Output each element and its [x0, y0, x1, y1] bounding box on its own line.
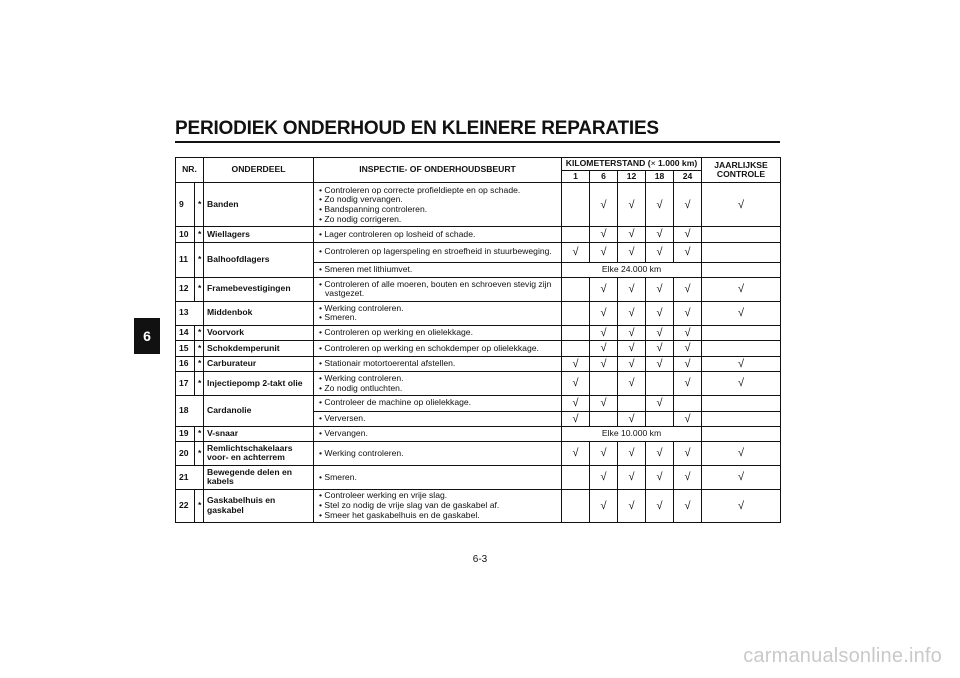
row-number: 17: [176, 372, 195, 396]
task-line: • Zo nodig vervangen.: [319, 194, 403, 205]
dealer-mark: *: [195, 227, 204, 242]
km-check-1: √: [562, 411, 590, 426]
maintenance-table-body: [176, 183, 781, 523]
km-check-18: √: [646, 227, 674, 242]
dealer-mark: *: [195, 341, 204, 356]
part-name: Remlichtschakelaars voor- en achterrem: [204, 441, 314, 465]
table-row: [176, 356, 781, 371]
dealer-mark: *: [195, 277, 204, 301]
km-check-1: [562, 325, 590, 340]
km-check-6: √: [590, 396, 618, 411]
table-row: [176, 341, 781, 356]
km-check-6: √: [590, 183, 618, 227]
yearly-check: [702, 396, 781, 411]
km-check-24: √: [674, 356, 702, 371]
yearly-check: √: [702, 489, 781, 522]
inspection-tasks: [314, 242, 562, 262]
interval-note: Elke 10.000 km: [562, 426, 702, 441]
km-check-6: √: [590, 301, 618, 325]
inspection-tasks: [314, 341, 562, 356]
maintenance-table: [175, 157, 781, 523]
table-row: [176, 277, 781, 301]
dealer-mark: *: [195, 242, 204, 277]
task-line: • Stationair motortoerental afstellen.: [319, 358, 456, 369]
table-row: [176, 301, 781, 325]
header-km-unit: 1.000 km): [655, 158, 698, 168]
yearly-check: [702, 242, 781, 262]
yearly-check: √: [702, 301, 781, 325]
task-line: • Smeren.: [319, 312, 357, 323]
task-line: • Controleren op correcte profieldiepte en op schade.: [319, 184, 521, 195]
row-number: 13: [176, 301, 195, 325]
inspection-tasks: [314, 489, 562, 522]
header-km-18: 18: [646, 170, 674, 183]
part-name: Voorvork: [204, 325, 314, 340]
km-check-12: √: [618, 489, 646, 522]
task-line: • Lager controleren op losheid of schade.: [319, 228, 476, 239]
km-check-18: √: [646, 183, 674, 227]
km-check-6: √: [590, 277, 618, 301]
km-check-18: √: [646, 356, 674, 371]
task-line: • Smeer het gaskabelhuis en de gaskabel.: [319, 509, 480, 520]
task-line: • Verversen.: [319, 412, 366, 423]
km-check-18: √: [646, 441, 674, 465]
header-km-1: 1: [562, 170, 590, 183]
task-line: • Controleer werking en vrije slag.: [319, 490, 448, 501]
dealer-mark: *: [195, 325, 204, 340]
km-check-24: √: [674, 341, 702, 356]
yearly-check: √: [702, 183, 781, 227]
part-name: Wiellagers: [204, 227, 314, 242]
table-row: [176, 325, 781, 340]
km-check-1: [562, 341, 590, 356]
km-check-24: [674, 396, 702, 411]
page-title: PERIODIEK ONDERHOUD EN KLEINERE REPARATIES: [175, 118, 659, 139]
header-km: [562, 158, 702, 171]
km-check-1: [562, 227, 590, 242]
km-check-24: √: [674, 183, 702, 227]
task-line: • Controleer de machine op olielekkage.: [319, 397, 472, 408]
inspection-tasks: [314, 183, 562, 227]
task-line: • Werking controleren.: [319, 302, 404, 313]
inspection-tasks: [314, 301, 562, 325]
table-row: [176, 465, 781, 489]
km-check-6: √: [590, 441, 618, 465]
inspection-tasks: [314, 262, 562, 277]
row-number: 11: [176, 242, 195, 277]
part-name: V-snaar: [204, 426, 314, 441]
yearly-check: √: [702, 356, 781, 371]
part-name: Balhoofdlagers: [204, 242, 314, 277]
inspection-tasks: [314, 356, 562, 371]
dealer-mark: *: [195, 183, 204, 227]
interval-note: Elke 24.000 km: [562, 262, 702, 277]
km-check-6: √: [590, 242, 618, 262]
table-row: [176, 242, 781, 262]
km-check-18: [646, 411, 674, 426]
table-row: [176, 489, 781, 522]
task-line: • Zo nodig ontluchten.: [319, 382, 403, 393]
km-check-24: √: [674, 301, 702, 325]
km-check-12: √: [618, 441, 646, 465]
km-check-12: √: [618, 242, 646, 262]
header-yearly-line1: JAARLIJKSE: [714, 160, 768, 171]
row-number: 18: [176, 396, 195, 427]
row-number: 9: [176, 183, 195, 227]
header-yearly: [702, 158, 781, 183]
yearly-check: [702, 411, 781, 426]
km-check-24: √: [674, 441, 702, 465]
dealer-mark: [195, 396, 204, 427]
row-number: 15: [176, 341, 195, 356]
page-number: 6-3: [472, 554, 488, 565]
task-line: • Stel zo nodig de vrije slag van de gaskabel af.: [319, 500, 500, 511]
dealer-mark: [195, 465, 204, 489]
km-check-12: √: [618, 183, 646, 227]
yearly-check: √: [702, 277, 781, 301]
table-row: [176, 372, 781, 396]
km-check-1: [562, 301, 590, 325]
km-check-12: √: [618, 411, 646, 426]
task-line: • Smeren met lithiumvet.: [319, 263, 413, 274]
km-check-1: √: [562, 441, 590, 465]
header-inspection: INSPECTIE- OF ONDERHOUDSBEURT: [314, 158, 562, 183]
row-number: 10: [176, 227, 195, 242]
km-check-6: √: [590, 465, 618, 489]
table-row: [176, 441, 781, 465]
km-check-6: [590, 372, 618, 396]
km-check-12: √: [618, 465, 646, 489]
km-check-1: √: [562, 396, 590, 411]
part-name: Injectiepomp 2-takt olie: [204, 372, 314, 396]
row-number: 19: [176, 426, 195, 441]
task-line: • Controleren op lagerspeling en stroefheid in stuurbeweging.: [319, 246, 552, 257]
yearly-check: [702, 325, 781, 340]
km-check-6: [590, 411, 618, 426]
task-line: • Controleren of alle moeren, bouten en schroeven stevig zijn vastgezet.: [319, 278, 552, 299]
header-km-12: 12: [618, 170, 646, 183]
km-check-24: √: [674, 242, 702, 262]
km-check-18: √: [646, 277, 674, 301]
km-check-18: √: [646, 341, 674, 356]
km-check-12: √: [618, 301, 646, 325]
km-check-1: [562, 465, 590, 489]
inspection-tasks: [314, 325, 562, 340]
row-number: 20: [176, 441, 195, 465]
km-check-18: [646, 372, 674, 396]
dealer-mark: *: [195, 489, 204, 522]
row-number: 12: [176, 277, 195, 301]
header-yearly-line2: CONTROLE: [716, 169, 766, 180]
km-check-6: √: [590, 341, 618, 356]
header-nr: NR.: [176, 158, 204, 183]
chapter-tab: 6: [134, 318, 160, 354]
task-line: • Bandspanning controleren.: [319, 203, 428, 214]
yearly-check: [702, 341, 781, 356]
km-check-18: √: [646, 465, 674, 489]
km-check-18: √: [646, 301, 674, 325]
km-check-12: √: [618, 372, 646, 396]
yearly-check: √: [702, 441, 781, 465]
inspection-tasks: [314, 465, 562, 489]
table-row: [176, 183, 781, 227]
header-row: [176, 158, 781, 171]
km-check-1: [562, 489, 590, 522]
km-check-12: √: [618, 277, 646, 301]
inspection-tasks: [314, 426, 562, 441]
km-check-1: √: [562, 372, 590, 396]
km-check-18: √: [646, 325, 674, 340]
part-name: Banden: [204, 183, 314, 227]
header-km-title: KILOMETERSTAND (: [565, 158, 651, 168]
km-check-1: √: [562, 356, 590, 371]
task-line: • Werking controleren.: [319, 447, 404, 458]
km-check-12: √: [618, 325, 646, 340]
table-row: [176, 426, 781, 441]
table-row: [176, 227, 781, 242]
km-check-12: √: [618, 341, 646, 356]
times-sign: ×: [650, 158, 656, 168]
km-check-24: √: [674, 489, 702, 522]
inspection-tasks: [314, 372, 562, 396]
task-line: • Controleren op werking en schokdemper op olielekkage.: [319, 342, 539, 353]
km-check-24: √: [674, 372, 702, 396]
header-km-6: 6: [590, 170, 618, 183]
row-number: 22: [176, 489, 195, 522]
km-check-12: √: [618, 227, 646, 242]
dealer-mark: *: [195, 356, 204, 371]
yearly-check: [702, 262, 781, 277]
row-number: 21: [176, 465, 195, 489]
km-check-24: √: [674, 325, 702, 340]
part-name: Gaskabelhuis en gaskabel: [204, 489, 314, 522]
km-check-18: √: [646, 396, 674, 411]
inspection-tasks: [314, 227, 562, 242]
part-name: Carburateur: [204, 356, 314, 371]
inspection-tasks: [314, 277, 562, 301]
inspection-tasks: [314, 396, 562, 411]
row-number: 16: [176, 356, 195, 371]
task-line: • Werking controleren.: [319, 372, 404, 383]
task-line: • Smeren.: [319, 471, 357, 482]
km-check-6: √: [590, 489, 618, 522]
km-check-1: √: [562, 242, 590, 262]
km-check-1: [562, 277, 590, 301]
yearly-check: √: [702, 372, 781, 396]
dealer-mark: [195, 301, 204, 325]
task-line: • Controleren op werking en olielekkage.: [319, 327, 473, 338]
header-part: ONDERDEEL: [204, 158, 314, 183]
part-name: Bewegende delen en kabels: [204, 465, 314, 489]
task-line: • Zo nodig corrigeren.: [319, 213, 402, 224]
part-name: Middenbok: [204, 301, 314, 325]
yearly-check: [702, 426, 781, 441]
yearly-check: √: [702, 465, 781, 489]
header-km-24: 24: [674, 170, 702, 183]
km-check-6: √: [590, 325, 618, 340]
dealer-mark: *: [195, 372, 204, 396]
km-check-24: √: [674, 411, 702, 426]
part-name: Schokdemperunit: [204, 341, 314, 356]
row-number: 14: [176, 325, 195, 340]
inspection-tasks: [314, 441, 562, 465]
yearly-check: [702, 227, 781, 242]
part-name: Framebevestigingen: [204, 277, 314, 301]
dealer-mark: *: [195, 441, 204, 465]
part-name: Cardanolie: [204, 396, 314, 427]
table-row: [176, 396, 781, 411]
watermark: carmanualsonline.info: [743, 645, 942, 667]
km-check-24: √: [674, 227, 702, 242]
km-check-6: √: [590, 227, 618, 242]
dealer-mark: *: [195, 426, 204, 441]
km-check-18: √: [646, 242, 674, 262]
km-check-12: √: [618, 356, 646, 371]
km-check-12: [618, 396, 646, 411]
km-check-18: √: [646, 489, 674, 522]
km-check-24: √: [674, 277, 702, 301]
title-rule: [175, 141, 780, 143]
task-line: • Vervangen.: [319, 428, 368, 439]
km-check-24: √: [674, 465, 702, 489]
km-check-6: √: [590, 356, 618, 371]
km-check-1: [562, 183, 590, 227]
inspection-tasks: [314, 411, 562, 426]
